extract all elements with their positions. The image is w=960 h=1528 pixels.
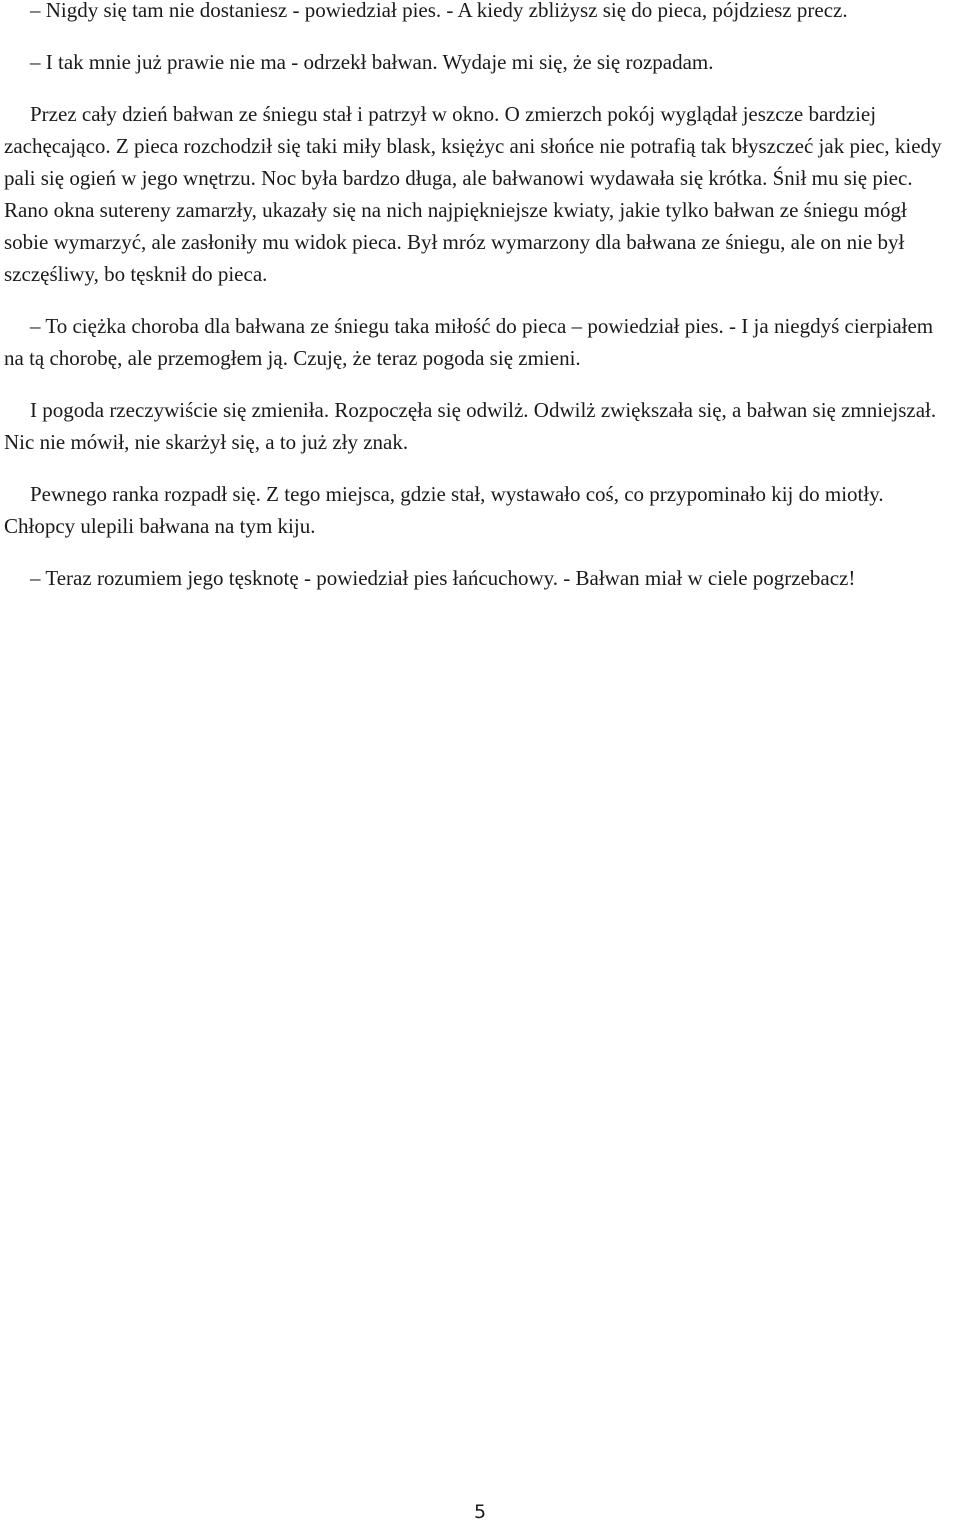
paragraph-collapse: Pewnego ranka rozpadł się. Z tego miejsca, gdzie stał, wystawało coś, co przypominało kij do miotły. Chłopcy ulepili bałwana na tym kiju.: [4, 482, 884, 538]
paragraph-dog-warning: – Nigdy się tam nie dostaniesz - powiedział pies. - A kiedy zbliżysz się do pieca, pójdziesz precz.: [30, 0, 848, 22]
paragraph-thaw: I pogoda rzeczywiście się zmieniła. Rozpoczęła się odwilż. Odwilż zwiększała się, a bałwan się zmniejszał. Nic nie mówił, nie skarżył się, a to już zły znak.: [4, 398, 937, 454]
paragraph-dog-illness: – To ciężka choroba dla bałwana ze śniegu taka miłość do pieca – powiedział pies. - I ja niegdyś cierpiałem na tą chorobę, ale przemogłem ją. Czuję, że teraz pogoda się zmieni.: [4, 314, 934, 370]
paragraph-night-and-stove: Przez cały dzień bałwan ze śniegu stał i patrzył w okno. O zmierzch pokój wyglądał jeszcze bardziej zachęcająco. Z pieca rozchodził się taki miły blask, księżyc ani słońce nie potrafią tak błyszczeć jak piec, kiedy pali się ogień w jego wnętrzu. Noc była bardzo długa, ale bałwanowi wydawała się krótka. Śnił mu się piec. Rano okna sutereny zamarzły, ukazały się na nich najpiękniejsze kwiaty, jakie tylko bałwan ze śniegu mógł sobie wymarzyć, ale zasłoniły mu widok pieca. Był mróz wymarzony dla bałwana ze śniegu, ale on nie był szczęśliwy, bo tęsknił do pieca.: [4, 102, 942, 286]
paragraph-poker-ending: – Teraz rozumiem jego tęsknotę - powiedział pies łańcuchowy. - Bałwan miał w ciele pogrzebacz!: [30, 566, 856, 590]
paragraph-snowman-reply: – I tak mnie już prawie nie ma - odrzekł bałwan. Wydaje mi się, że się rozpadam.: [30, 50, 714, 74]
page-number: 5: [473, 1501, 487, 1523]
text-column: [4, 0, 956, 614]
